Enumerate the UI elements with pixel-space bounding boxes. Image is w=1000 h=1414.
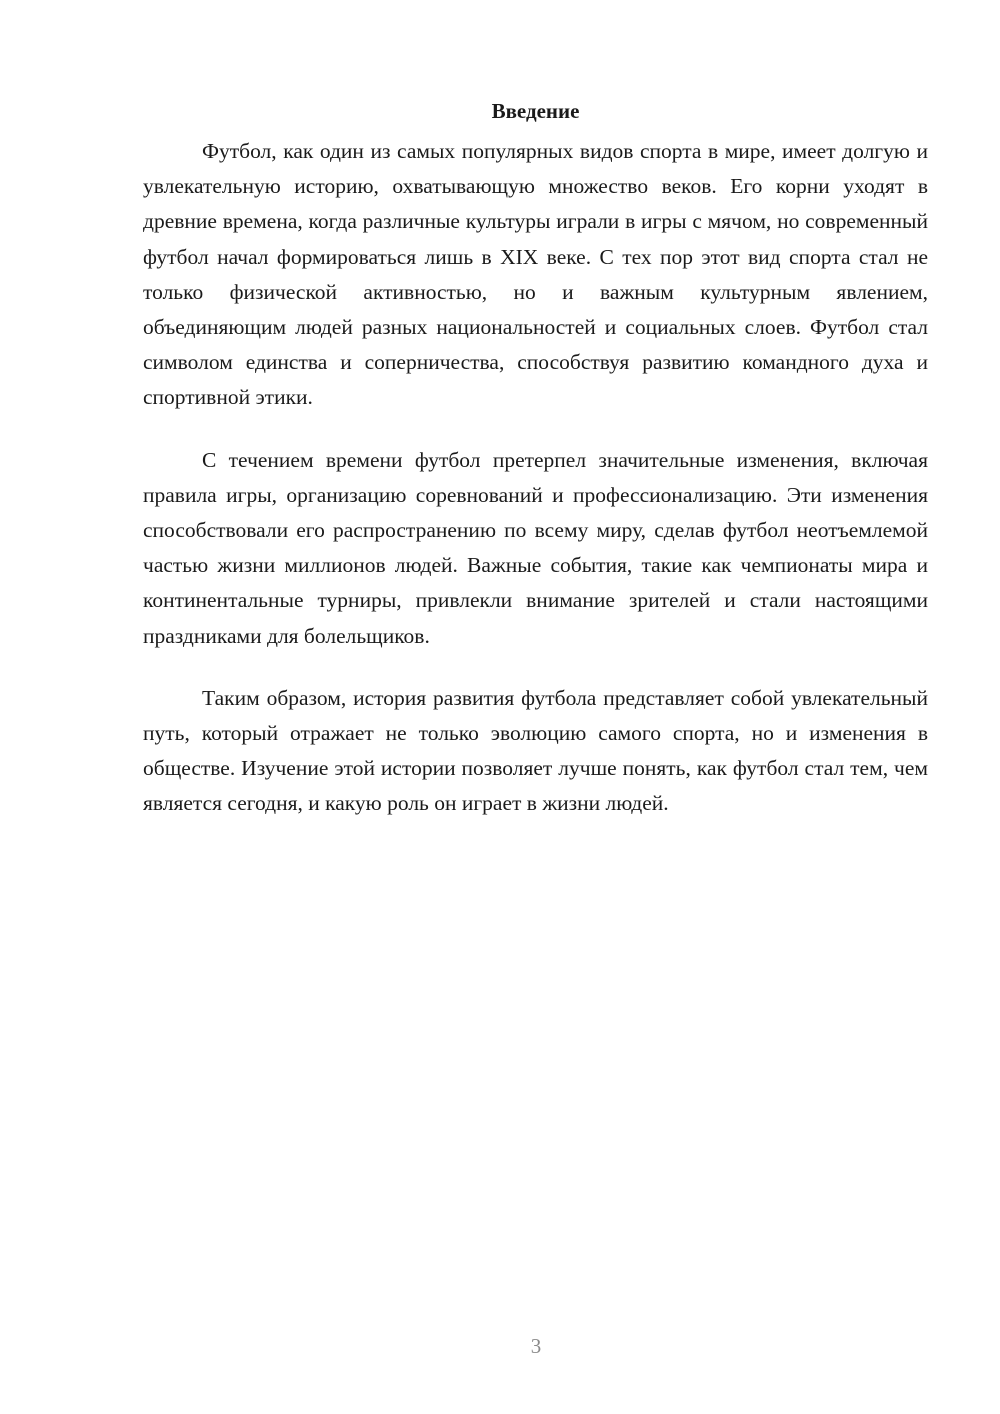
paragraph-1: Футбол, как один из самых популярных видов спорта в мире, имеет долгую и увлекательную историю, охватывающую множество веков. Его корни уходят в древние времена, когда различные культуры играли в игры с мячом, но современный футбол начал формироваться лишь в XIX веке. С тех пор этот вид спорта стал не только физической активностью, но и важным культурным явлением, объединяющим людей разных национальностей и социальных слоев. Футбол стал символом единства и соперничества, способствуя развитию командного духа и спортивной этики. — [143, 139, 928, 410]
section-title: Введение — [491, 99, 580, 123]
paragraph-3: Таким образом, история развития футбола представляет собой увлекательный путь, который отражает не только эволюцию самого спорта, но и изменения в обществе. Изучение этой истории позволяет лучше понять, как футбол стал тем, чем является сегодня, и какую роль он играет в жизни людей. — [143, 685, 928, 816]
page-content — [143, 96, 928, 849]
page-number: 3 — [530, 1334, 542, 1358]
paragraph-2: С течением времени футбол претерпел значительные изменения, включая правила игры, организацию соревнований и профессионализацию. Эти изменения способствовали его распространению по всему миру, сделав футбол неотъемлемой частью жизни миллионов людей. Важные события, такие как чемпионаты мира и континентальные турниры, привлекли внимание зрителей и стали настоящими праздниками для болельщиков. — [143, 447, 928, 648]
